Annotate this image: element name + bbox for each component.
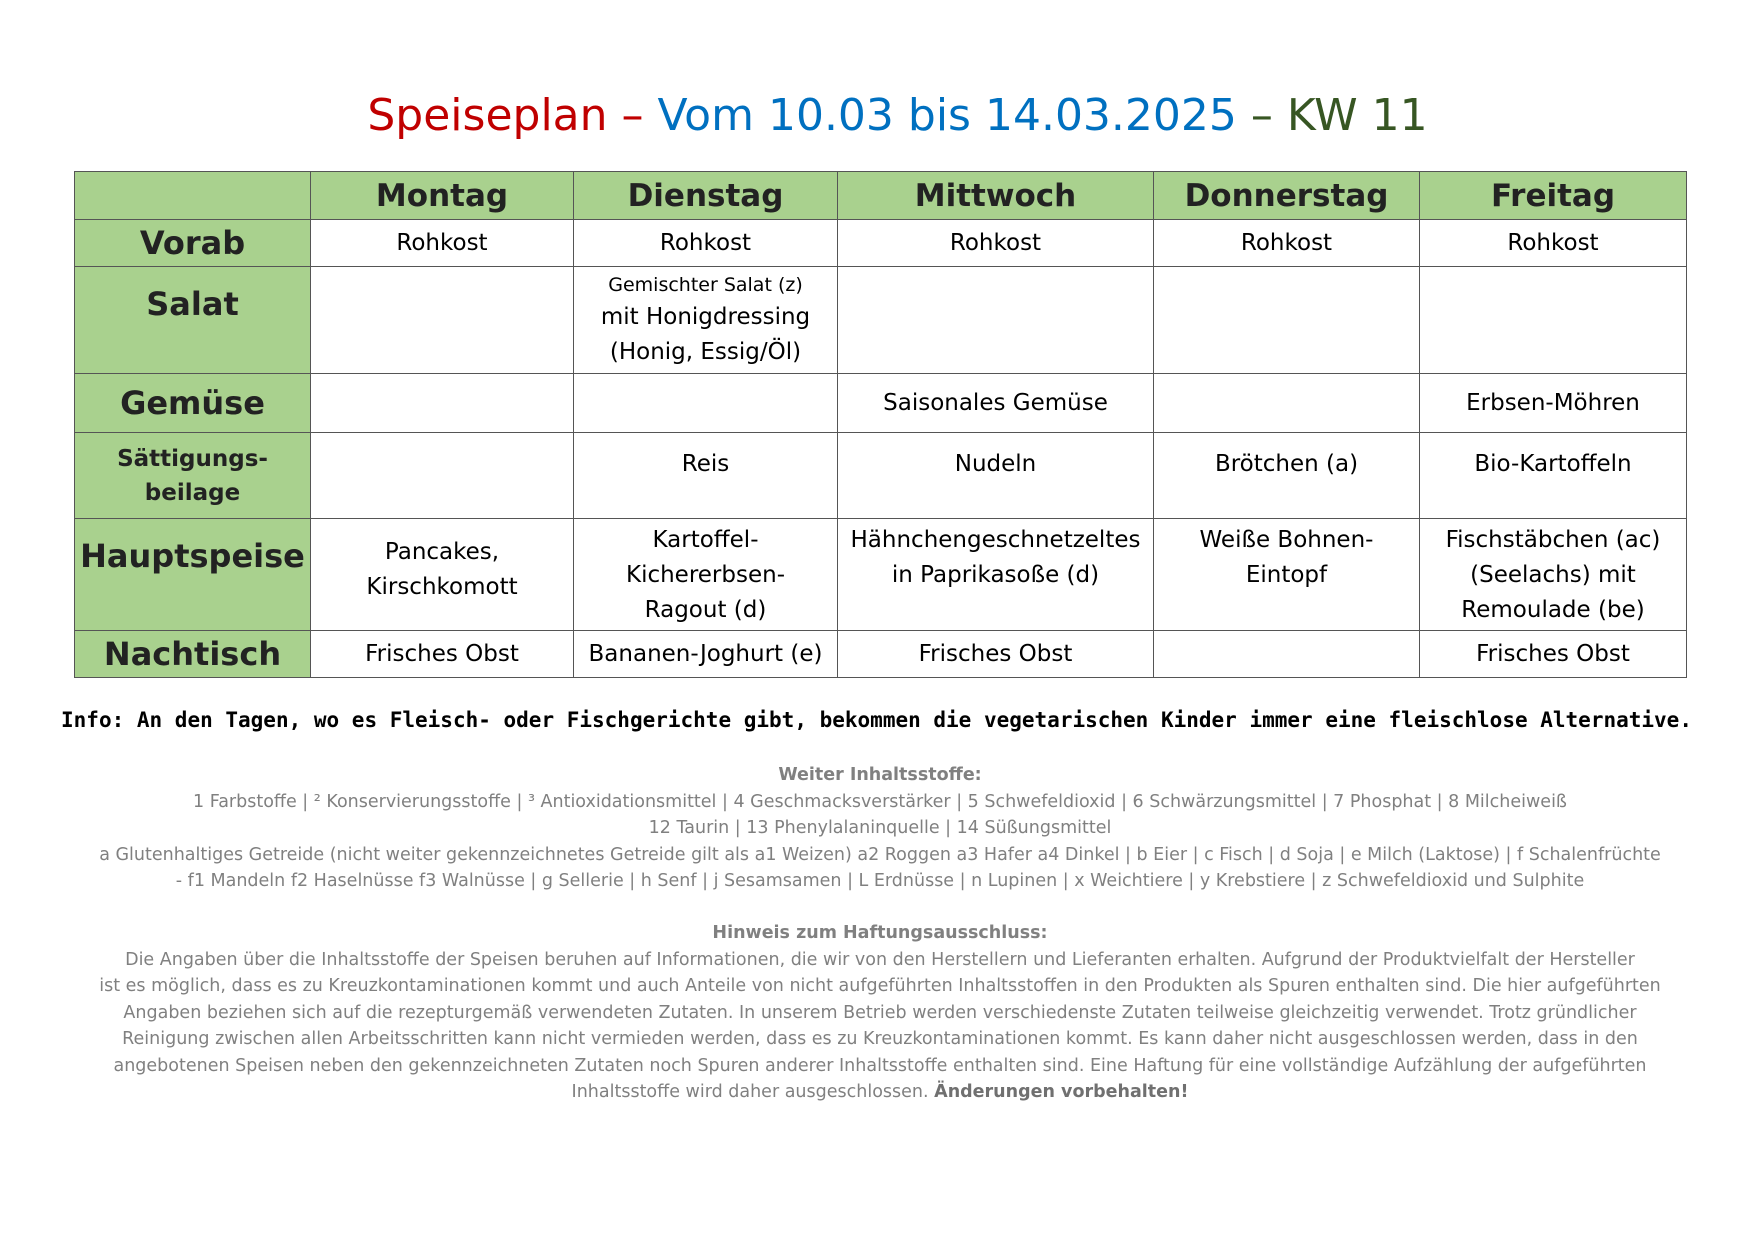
- haupt-freitag-line: Remoulade (be): [1461, 597, 1645, 623]
- row-nachtisch: [75, 631, 1687, 678]
- cell-nachtisch-montag: Frisches Obst: [311, 631, 574, 678]
- haupt-mittwoch-line: Hähnchengeschnetzeltes: [850, 527, 1141, 553]
- row-label-nachtisch: Nachtisch: [75, 631, 311, 678]
- header-corner: [75, 172, 311, 220]
- disclaimer-line: Angaben beziehen sich auf die rezepturgemäß verwendeten Zutaten. In unserem Betrieb werden verschiedenste Zutaten teilweise gleichzeitig verwendet. Trotz gründlicher: [123, 1002, 1637, 1023]
- title-date-range: Vom 10.03 bis 14.03.2025: [657, 90, 1237, 141]
- cell-haupt-montag: [311, 519, 574, 631]
- cell-salat-mittwoch: [838, 267, 1154, 374]
- ingredients-line: 12 Taurin | 13 Phenylalaninquelle | 14 Süßungsmittel: [648, 818, 1112, 838]
- cell-beilage-montag: [311, 433, 574, 519]
- ingredients-heading: Weiter Inhaltsstoffe:: [778, 765, 982, 785]
- day-header-mittwoch: Mittwoch: [838, 172, 1154, 220]
- cell-vorab-mittwoch: Rohkost: [838, 220, 1154, 267]
- haupt-dienstag-line: Ragout (d): [644, 597, 767, 623]
- row-label-saettigungsbeilage: [75, 433, 311, 519]
- disclaimer-line: ist es möglich, dass es zu Kreuzkontaminationen kommt und auch Anteile von nicht aufgeführten Inhaltsstoffen in den Produkten als Spuren enthalten sind. Die hier aufgeführten: [99, 976, 1661, 996]
- row-label-hauptspeise: Hauptspeise: [75, 519, 311, 631]
- cell-salat-freitag: [1420, 267, 1687, 374]
- haupt-mittwoch-line: in Paprikasoße (d): [891, 562, 1100, 588]
- haupt-montag-line: Pancakes,: [384, 539, 500, 565]
- changes-reserved: Änderungen vorbehalten!: [934, 1082, 1189, 1102]
- cell-gemuese-freitag: Erbsen-Möhren: [1420, 374, 1687, 433]
- cell-salat-montag: [311, 267, 574, 374]
- disclaimer-line: Die Angaben über die Inhaltsstoffe der Speisen beruhen auf Informationen, die wir von den Herstellern und Lieferanten erhalten. Aufgrund der Produktvielfalt der Hersteller: [125, 949, 1635, 970]
- cell-beilage-donnerstag: Brötchen (a): [1154, 433, 1420, 519]
- cell-vorab-dienstag: Rohkost: [574, 220, 838, 267]
- haupt-freitag-line: Fischstäbchen (ac): [1445, 527, 1661, 553]
- row-hauptspeise: [75, 519, 1687, 631]
- cell-salat-donnerstag: [1154, 267, 1420, 374]
- haupt-montag-line: Kirschkomott: [366, 574, 518, 600]
- row-vorab: [75, 220, 1687, 267]
- salat-dienstag-name: Gemischter Salat (z): [608, 274, 803, 296]
- page-title: [0, 86, 1753, 146]
- cell-nachtisch-freitag: Frisches Obst: [1420, 631, 1687, 678]
- salat-dienstag-line2: (Honig, Essig/Öl): [609, 339, 802, 365]
- cell-gemuese-montag: [311, 374, 574, 433]
- day-header-donnerstag: Donnerstag: [1154, 172, 1420, 220]
- cell-nachtisch-mittwoch: Frisches Obst: [838, 631, 1154, 678]
- cell-salat-dienstag: [574, 267, 838, 374]
- haupt-freitag-line: (Seelachs) mit: [1470, 562, 1636, 588]
- ingredients-section: [40, 762, 1720, 895]
- cell-vorab-donnerstag: Rohkost: [1154, 220, 1420, 267]
- title-speiseplan: Speiseplan: [367, 90, 608, 141]
- haupt-dienstag-line: Kartoffel-: [652, 527, 759, 553]
- cell-gemuese-mittwoch: Saisonales Gemüse: [838, 374, 1154, 433]
- disclaimer-heading: Hinweis zum Haftungsausschluss:: [712, 923, 1048, 943]
- salat-dienstag-line1: mit Honigdressing: [600, 304, 811, 330]
- cell-beilage-dienstag: Reis: [574, 433, 838, 519]
- cell-nachtisch-dienstag: Bananen-Joghurt (e): [574, 631, 838, 678]
- ingredients-line: 1 Farbstoffe | ² Konservierungsstoffe | ³ Antioxidationsmittel | 4 Geschmacksverstärker | 5 Schwefeldioxid | 6 Schwärzungsmittel | 7 Phosphat | 8 Milcheiweiß: [193, 791, 1567, 812]
- disclaimer-line: Reinigung zwischen allen Arbeitsschritten kann nicht vermieden werden, dass es zu Kreuzkontaminationen kommt. Es kann daher nicht ausgeschlossen werden, dass in den: [122, 1029, 1638, 1049]
- haupt-dienstag-line: Kichererbsen-: [625, 562, 785, 588]
- haupt-donnerstag-line: Eintopf: [1245, 562, 1328, 588]
- title-separator: –: [607, 90, 658, 141]
- day-header-dienstag: Dienstag: [574, 172, 838, 220]
- row-salat: [75, 267, 1687, 374]
- cell-haupt-mittwoch: [838, 519, 1154, 631]
- disclaimer-last-line: [40, 1079, 1720, 1106]
- cell-vorab-freitag: Rohkost: [1420, 220, 1687, 267]
- ingredients-line: - f1 Mandeln f2 Haselnüsse f3 Walnüsse | g Sellerie | h Senf | j Sesamsamen | L Erdnüsse | n Lupinen | x Weichtiere | y Krebstiere | z Schwefeldioxid und Sulphite: [175, 871, 1585, 891]
- cell-haupt-donnerstag: [1154, 519, 1420, 631]
- cell-nachtisch-donnerstag: [1154, 631, 1420, 678]
- disclaimer-section: [40, 920, 1720, 1106]
- cell-haupt-freitag: [1420, 519, 1687, 631]
- title-separator: –: [1236, 90, 1287, 141]
- title-week: KW 11: [1286, 90, 1428, 141]
- haupt-donnerstag-line: Weiße Bohnen-: [1199, 527, 1374, 553]
- row-label-line2: beilage: [144, 479, 241, 506]
- row-saettigungsbeilage: [75, 433, 1687, 519]
- info-note: Info: An den Tagen, wo es Fleisch- oder Fischgerichte gibt, bekommen die vegetarischen Kinder immer eine fleischlose Alternative.: [61, 708, 1692, 732]
- day-header-montag: Montag: [311, 172, 574, 220]
- row-label-line1: Sättigungs-: [117, 445, 268, 472]
- row-label-vorab: Vorab: [75, 220, 311, 267]
- day-header-freitag: Freitag: [1420, 172, 1687, 220]
- ingredients-line: a Glutenhaltiges Getreide (nicht weiter gekennzeichnetes Getreide gilt als a1 Weizen) a2 Roggen a3 Hafer a4 Dinkel | b Eier | c Fisch | d Soja | e Milch (Laktose) | f Schalenfrüchte: [99, 844, 1661, 865]
- cell-beilage-mittwoch: Nudeln: [838, 433, 1154, 519]
- cell-vorab-montag: Rohkost: [311, 220, 574, 267]
- cell-gemuese-donnerstag: [1154, 374, 1420, 433]
- row-label-gemuese: Gemüse: [75, 374, 311, 433]
- row-gemuese: [75, 374, 1687, 433]
- table-header-row: [75, 172, 1687, 220]
- menu-table: [74, 171, 1687, 678]
- disclaimer-last-text: Inhaltsstoffe wird daher ausgeschlossen.: [571, 1082, 929, 1102]
- cell-haupt-dienstag: [574, 519, 838, 631]
- row-label-salat: Salat: [75, 267, 311, 374]
- cell-beilage-freitag: Bio-Kartoffeln: [1420, 433, 1687, 519]
- disclaimer-line: angebotenen Speisen neben den gekennzeichneten Zutaten noch Spuren anderer Inhaltsstoffe enthalten sind. Eine Haftung für eine vollständige Aufzählung der aufgeführten: [113, 1055, 1647, 1076]
- cell-gemuese-dienstag: [574, 374, 838, 433]
